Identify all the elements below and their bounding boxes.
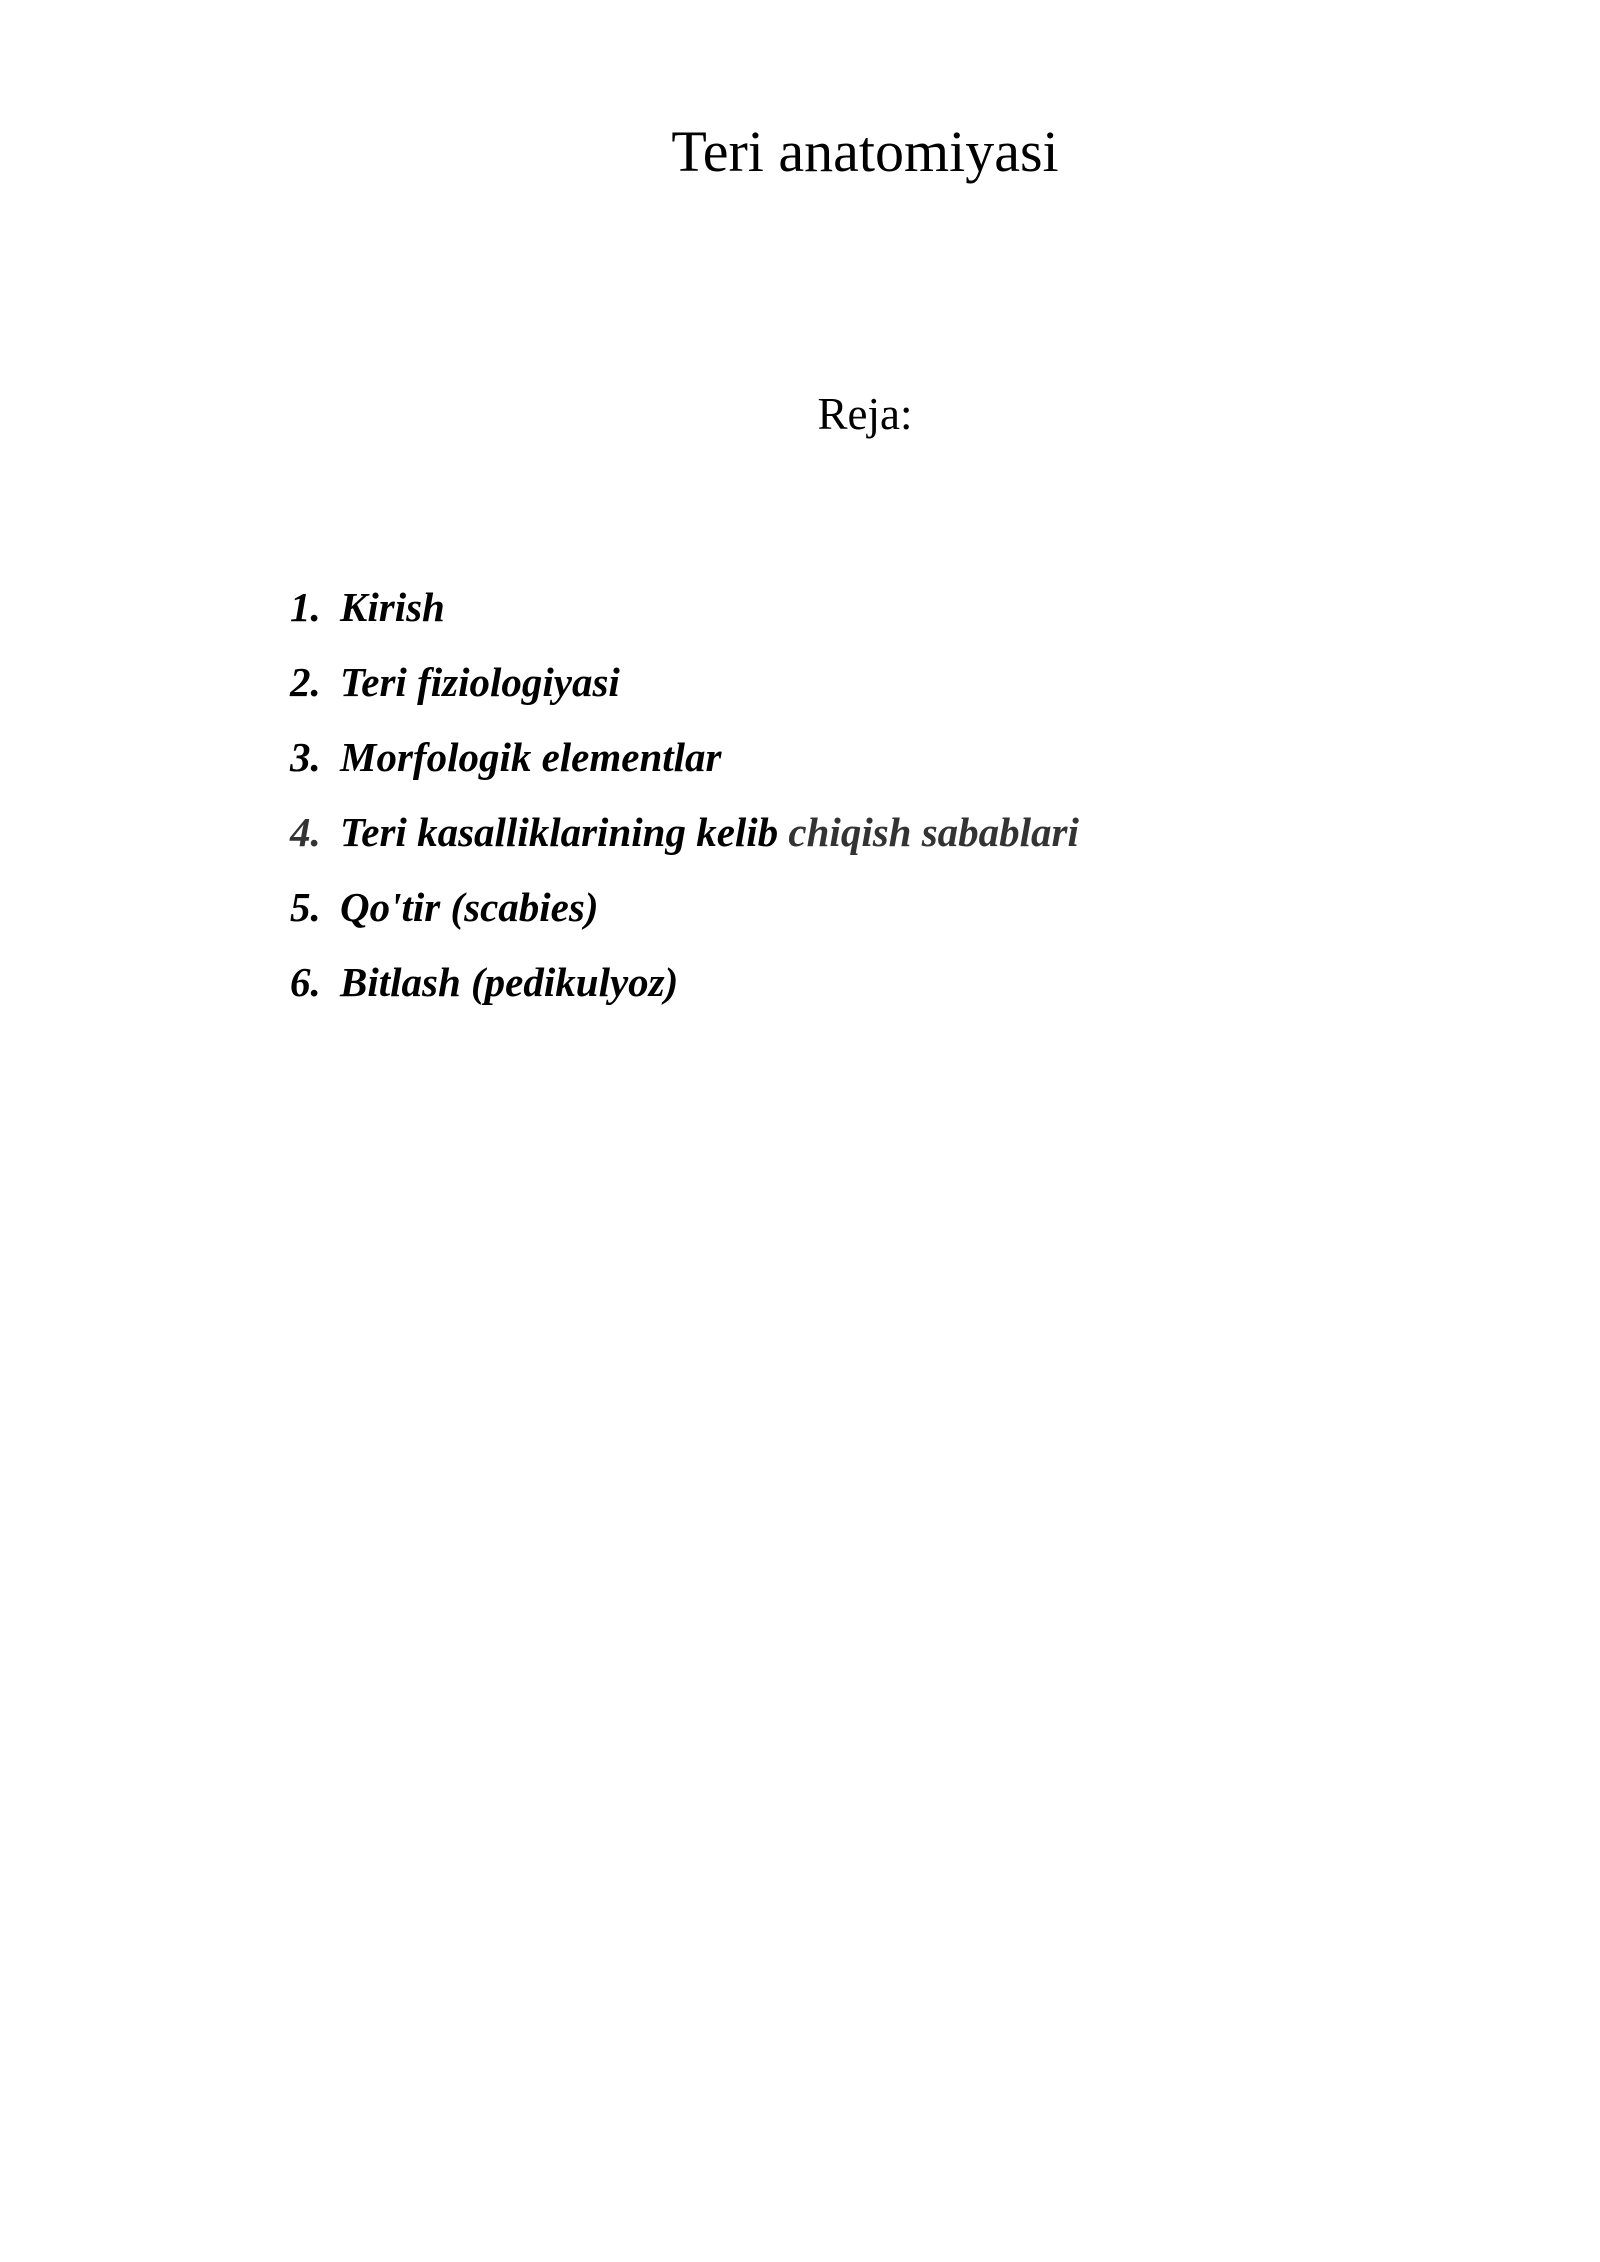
plan-heading: Reja: bbox=[817, 389, 913, 439]
plan-item-number: 6. bbox=[290, 959, 321, 1005]
plan-item-text: Morfologik elementlar bbox=[340, 734, 722, 780]
plan-item-text-muted: chiqish sabablari bbox=[788, 809, 1079, 855]
plan-item-3 bbox=[290, 720, 1079, 795]
plan-item-text: Kirish bbox=[340, 584, 445, 630]
plan-item-number: 2. bbox=[290, 659, 321, 705]
plan-item-number: 3. bbox=[290, 734, 321, 780]
plan-item-2 bbox=[290, 645, 1079, 720]
plan-item-text: Qo'tir (scabies) bbox=[340, 884, 599, 930]
plan-item-5 bbox=[290, 870, 1079, 945]
plan-item-6 bbox=[290, 945, 1079, 1020]
plan-item-1 bbox=[290, 570, 1079, 645]
plan-item-4 bbox=[290, 795, 1079, 870]
plan-item-text: Teri kasalliklarining kelib bbox=[340, 809, 789, 855]
plan-item-text: Teri fiziologiyasi bbox=[340, 659, 620, 705]
document-title: Teri anatomiyasi bbox=[671, 119, 1059, 184]
plan-list bbox=[290, 570, 1079, 1020]
plan-item-text: Bitlash (pedikulyoz) bbox=[340, 959, 679, 1005]
plan-item-number: 1. bbox=[290, 584, 321, 630]
plan-item-number: 5. bbox=[290, 884, 321, 930]
plan-item-number: 4. bbox=[290, 809, 321, 855]
